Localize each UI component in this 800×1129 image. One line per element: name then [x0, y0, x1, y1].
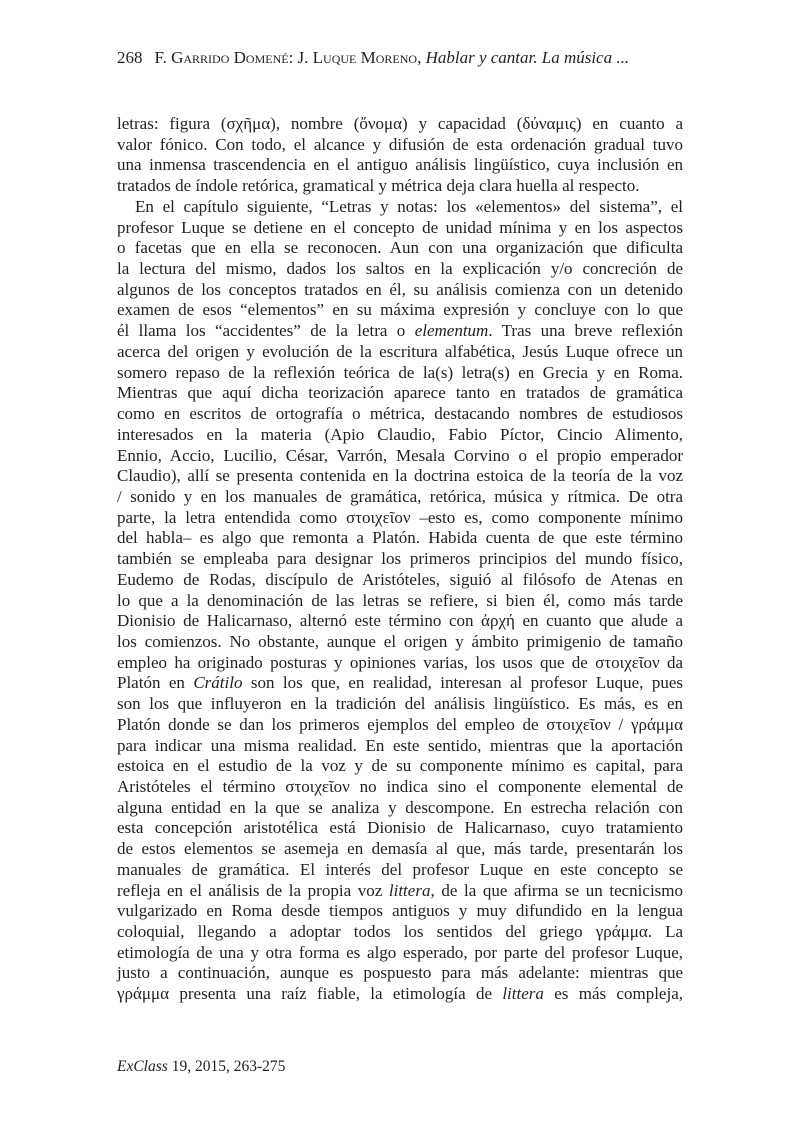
- text-segment: somero repaso de la reflexión teórica de la(s) letra(s) en Grecia y en Roma.: [117, 362, 683, 382]
- text-line: [117, 653, 683, 674]
- text-segment: γράμμα presenta una raíz fiable, la etimología de: [117, 984, 503, 1004]
- text-segment: tratados de índole retórica, gramatical y métrica deja clara huella al respecto.: [117, 176, 640, 196]
- text-segment: interesados en la materia (Apio Claudio, Fabio Píctor, Cincio Alimento,: [117, 424, 683, 444]
- text-line: [117, 363, 683, 384]
- text-line: [117, 528, 683, 549]
- text-segment: Platón donde se dan los primeros ejemplos del empleo de στοιχεῖον / γράμμα: [117, 714, 683, 734]
- text-line: [117, 549, 683, 570]
- text-segment: Ennio, Accio, Lucilio, César, Varrón, Mesala Corvino o el propio emperador: [117, 445, 683, 465]
- text-segment: la lectura del mismo, dados los saltos en la explicación y/o concreción de: [117, 259, 683, 279]
- italic-text: Crátilo: [193, 673, 243, 693]
- text-line: [117, 321, 683, 342]
- text-line: [117, 715, 683, 736]
- text-line: [117, 922, 683, 943]
- text-line: [117, 508, 683, 529]
- text-segment: letras: figura (σχῆμα), nombre (ὄνομα) y capacidad (δύναμις) en cuanto a: [117, 114, 683, 133]
- text-line: [117, 280, 683, 301]
- text-segment: acerca del origen y evolución de la escritura alfabética, Jesús Luque ofrece un: [117, 341, 683, 361]
- italic-text: elementum: [414, 321, 489, 341]
- text-segment: etimología de una y otra forma es algo esperado, por parte del profesor Luque,: [117, 942, 683, 962]
- text-line: [117, 756, 683, 777]
- text-line: [117, 943, 683, 964]
- text-segment: profesor Luque se detiene en el concepto de unidad mínima y en los aspectos: [117, 217, 683, 237]
- text-line: [117, 155, 683, 176]
- text-segment: justo a continuación, aunque es pospuesto para más adelante: mientras que: [117, 963, 683, 983]
- text-segment: es más compleja,: [543, 984, 683, 1004]
- book-title: Hablar y cantar. La música ...: [425, 48, 630, 67]
- text-line: [117, 466, 683, 487]
- text-segment: Eudemo de Rodas, discípulo de Aristóteles, siguió al filósofo de Atenas en: [117, 569, 683, 589]
- page-number: 268: [117, 48, 143, 67]
- text-line: [117, 300, 683, 321]
- text-line: [117, 777, 683, 798]
- text-segment: alguna entidad en la que se analiza y descompone. En estrecha relación con: [117, 797, 683, 817]
- text-segment: / sonido y en los manuales de gramática, retórica, música y rítmica. De otra: [117, 486, 683, 506]
- book-author: J. Luque Moreno: [297, 48, 418, 67]
- header-comma: ,: [417, 48, 426, 67]
- text-line: [117, 218, 683, 239]
- text-line: [117, 860, 683, 881]
- text-line: [117, 342, 683, 363]
- journal-footer: [117, 1058, 285, 1076]
- text-line: [117, 632, 683, 653]
- text-line: [117, 798, 683, 819]
- text-line: [117, 839, 683, 860]
- text-line: [117, 446, 683, 467]
- text-line: [117, 881, 683, 902]
- text-line: [117, 114, 683, 135]
- text-segment: del habla– es algo que remonta a Platón. Habida cuenta de que este término: [117, 528, 683, 548]
- text-segment: empleo ha originado posturas y opiniones varias, los usos que de στοιχεῖον da: [117, 652, 683, 672]
- review-author: F. Garrido Domené: [154, 48, 289, 67]
- text-line: [117, 570, 683, 591]
- text-segment: valor fónico. Con todo, el alcance y difusión de esta ordenación gradual tuvo: [117, 134, 683, 154]
- text-segment: esta concepción aristotélica está Dionisio de Halicarnaso, cuyo tratamiento: [117, 818, 683, 838]
- text-line: [117, 176, 683, 197]
- text-line: [117, 425, 683, 446]
- text-line: [117, 818, 683, 839]
- text-segment: manuales de gramática. El interés del profesor Luque en este concepto se: [117, 859, 683, 879]
- text-line: [117, 135, 683, 156]
- text-segment: una inmensa trascendencia en el antiguo análisis lingüístico, cuya inclusión en: [117, 155, 683, 175]
- text-segment: estoica en el estudio de la voz y de su componente mínimo es capital, para: [117, 756, 683, 776]
- text-line: [117, 694, 683, 715]
- text-line: [117, 197, 683, 218]
- text-line: [117, 901, 683, 922]
- text-segment: como en escritos de ortografía o métrica, destacando nombres de estudiosos: [117, 404, 683, 424]
- text-segment: los comienzos. No obstante, aunque el origen y ámbito primigenio de tamaño: [117, 631, 683, 651]
- text-segment: son los que influyeron en la tradición del análisis lingüístico. Es más, es en: [117, 694, 683, 714]
- text-segment: coloquial, llegando a adoptar todos los sentidos del griego γράμμα. La: [117, 922, 683, 942]
- text-line: [117, 259, 683, 280]
- text-segment: Aristóteles el término στοιχεῖον no indica sino el componente elemental de: [117, 777, 683, 796]
- text-segment: lo que a la denominación de las letras se refiere, si bien él, como más tarde: [117, 590, 683, 610]
- text-line: [117, 383, 683, 404]
- text-segment: de estos elementos se asemeja en demasía al que, más tarde, presentarán los: [117, 839, 683, 859]
- text-line: [117, 673, 683, 694]
- text-segment: o facetas que en ella se reconocen. Aun con una organización que dificulta: [117, 238, 683, 258]
- text-line: [117, 963, 683, 984]
- text-line: [117, 611, 683, 632]
- text-line: [117, 591, 683, 612]
- text-segment: refleja en el análisis de la propia voz: [117, 880, 389, 900]
- text-segment: examen de esos “elementos” en su máxima expresión y concluye con lo que: [117, 300, 683, 320]
- journal-citation: 19, 2015, 263-275: [167, 1058, 286, 1075]
- text-segment: también se empleaba para designar los primeros principios del mundo físico,: [117, 549, 683, 569]
- text-segment: . Tras una breve reflexión: [488, 321, 683, 341]
- running-header: [117, 48, 629, 68]
- text-segment: algunos de los conceptos tratados en él, su análisis comienza con un detenido: [117, 279, 683, 299]
- text-segment: parte, la letra entendida como στοιχεῖον –esto es, como componente mínimo: [117, 507, 683, 527]
- text-segment: vulgarizado en Roma desde tiempos antiguos y muy difundido en la lengua: [117, 901, 683, 921]
- header-separator: :: [288, 48, 298, 67]
- text-segment: Mientras que aquí dicha teorización aparece tanto en tratados de gramática: [117, 383, 683, 403]
- text-segment: son los que, en realidad, interesan al profesor Luque, pues: [242, 673, 683, 693]
- body-text: [117, 114, 683, 1005]
- journal-name: ExClass: [117, 1058, 168, 1075]
- text-segment: En el capítulo siguiente, “Letras y notas: los «elementos» del sistema”, el: [135, 196, 683, 216]
- text-line: [117, 736, 683, 757]
- text-segment: para indicar una misma realidad. En este sentido, mientras que la aportación: [117, 735, 683, 755]
- text-segment: Dionisio de Halicarnaso, alternó este término con ἀρχή en cuanto que alude a: [117, 611, 683, 631]
- italic-text: littera: [388, 880, 431, 900]
- text-line: [117, 404, 683, 425]
- italic-text: littera: [502, 984, 544, 1004]
- text-line: [117, 984, 683, 1005]
- text-segment: , de la que afirma se un tecnicismo: [430, 880, 684, 900]
- text-segment: Claudio), allí se presenta contenida en la doctrina estoica de la teoría de la voz: [117, 466, 683, 486]
- text-segment: él llama los “accidentes” de la letra o: [117, 321, 415, 341]
- text-line: [117, 487, 683, 508]
- text-line: [117, 238, 683, 259]
- text-segment: Platón en: [117, 673, 194, 693]
